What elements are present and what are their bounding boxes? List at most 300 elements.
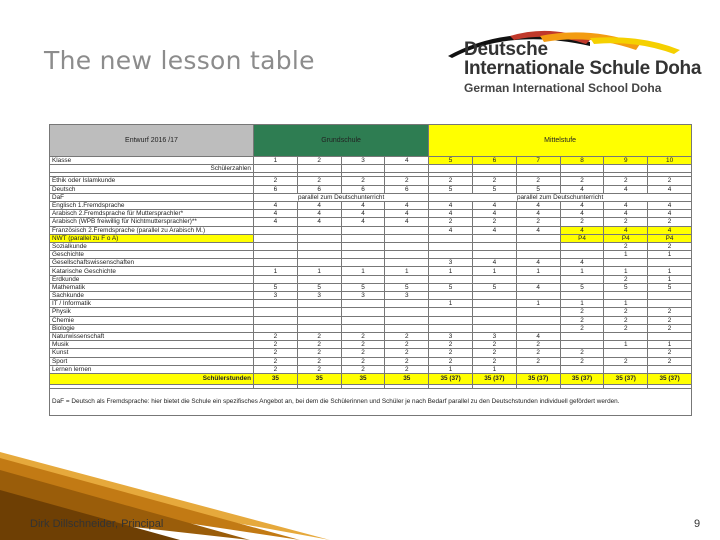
- hours-cell: [472, 234, 516, 242]
- hours-cell: [472, 300, 516, 308]
- grade-header: 4: [385, 157, 429, 165]
- total-cell: 35 (37): [472, 373, 516, 384]
- hours-cell: [385, 275, 429, 283]
- hours-cell: [648, 365, 692, 373]
- subject-name: Arabisch 2.Fremdsprache für Muttersprachler*: [50, 210, 254, 218]
- hours-cell: 4: [297, 201, 341, 209]
- hours-cell: [385, 259, 429, 267]
- hours-cell: 2: [560, 357, 604, 365]
- hours-cell: 4: [516, 201, 560, 209]
- hours-cell: 1: [472, 267, 516, 275]
- hours-cell: 4: [648, 226, 692, 234]
- total-cell: 35: [297, 373, 341, 384]
- hours-cell: [429, 242, 473, 250]
- hours-cell: 2: [429, 177, 473, 185]
- hours-cell: [472, 251, 516, 259]
- subject-row: [50, 341, 692, 349]
- hours-cell: 2: [341, 357, 385, 365]
- hours-cell: 2: [254, 365, 298, 373]
- hours-cell: [254, 316, 298, 324]
- hours-cell: 2: [560, 177, 604, 185]
- hours-cell: 2: [604, 308, 648, 316]
- presenter-footer: Dirk Dillschneider, Principal: [30, 518, 164, 530]
- hours-cell: [341, 226, 385, 234]
- subject-name: Sachkunde: [50, 292, 254, 300]
- hours-cell: 2: [385, 365, 429, 373]
- hours-cell: 1: [648, 267, 692, 275]
- hours-cell: 1: [604, 251, 648, 259]
- hours-cell: 3: [472, 332, 516, 340]
- subject-row: [50, 332, 692, 340]
- hours-cell: [604, 349, 648, 357]
- hours-cell: [341, 259, 385, 267]
- hours-cell: 2: [385, 332, 429, 340]
- hours-cell: 1: [429, 365, 473, 373]
- hours-cell: [516, 308, 560, 316]
- hours-cell: [648, 332, 692, 340]
- hours-cell: 1: [648, 341, 692, 349]
- hours-cell: 5: [604, 283, 648, 291]
- hours-cell: 2: [429, 341, 473, 349]
- hours-cell: 4: [341, 210, 385, 218]
- hours-cell: [472, 275, 516, 283]
- hours-cell: [516, 234, 560, 242]
- hours-cell: 4: [472, 201, 516, 209]
- hours-cell: 4: [254, 218, 298, 226]
- hours-cell: 2: [472, 218, 516, 226]
- subject-name: Katarische Geschichte: [50, 267, 254, 275]
- hours-cell: 2: [297, 349, 341, 357]
- hours-cell: 2: [560, 316, 604, 324]
- hours-cell: [472, 308, 516, 316]
- total-cell: 35 (37): [429, 373, 473, 384]
- subject-row: [50, 193, 692, 201]
- hours-cell: [560, 275, 604, 283]
- grade-header: 2: [297, 157, 341, 165]
- hours-cell: 5: [648, 283, 692, 291]
- subject-row: [50, 365, 692, 373]
- hours-cell: [560, 341, 604, 349]
- subject-row: [50, 267, 692, 275]
- subject-name: Lernen lernen: [50, 365, 254, 373]
- daf-mittelstufe-note: parallel zum Deutschunterricht: [429, 193, 692, 201]
- hours-cell: [341, 324, 385, 332]
- hours-cell: 4: [429, 210, 473, 218]
- hours-cell: 5: [429, 185, 473, 193]
- logo-line-1: Deutsche: [464, 39, 548, 60]
- hours-cell: 4: [516, 332, 560, 340]
- subject-name: Naturwissenschaft: [50, 332, 254, 340]
- hours-cell: 2: [472, 357, 516, 365]
- hours-cell: [297, 259, 341, 267]
- hours-cell: [341, 234, 385, 242]
- subject-row: [50, 349, 692, 357]
- hours-cell: 2: [560, 308, 604, 316]
- hours-cell: 4: [341, 218, 385, 226]
- hours-cell: 4: [254, 201, 298, 209]
- hours-cell: 4: [560, 201, 604, 209]
- subject-name: Mathematik: [50, 283, 254, 291]
- hours-cell: 2: [560, 324, 604, 332]
- subject-row: [50, 292, 692, 300]
- hours-cell: 1: [516, 267, 560, 275]
- hours-cell: [254, 308, 298, 316]
- logo-line-3: German International School Doha: [464, 81, 662, 95]
- hours-cell: 4: [560, 185, 604, 193]
- hours-cell: 2: [604, 218, 648, 226]
- hours-cell: [429, 234, 473, 242]
- hours-cell: 2: [254, 341, 298, 349]
- hours-cell: 4: [341, 201, 385, 209]
- hours-cell: 4: [604, 185, 648, 193]
- klasse-label: Klasse: [50, 157, 254, 165]
- hours-cell: [254, 251, 298, 259]
- daf-footnote: DaF = Deutsch als Fremdsprache: hier bietet die Schule ein spezifisches Angebot an, bei dem die Schülerinnen und Schüler je nach Bedarf parallel zu den Deutschstunden individuell gefördert werden.: [50, 388, 692, 415]
- hours-cell: [341, 275, 385, 283]
- hours-cell: 1: [254, 267, 298, 275]
- hours-cell: 2: [648, 242, 692, 250]
- slide-title: The new lesson table: [44, 46, 315, 75]
- hours-cell: 2: [429, 218, 473, 226]
- hours-cell: 1: [429, 300, 473, 308]
- hours-cell: 2: [254, 349, 298, 357]
- hours-cell: [254, 226, 298, 234]
- mittelstufe-header: Mittelstufe: [429, 125, 692, 157]
- hours-cell: 3: [297, 292, 341, 300]
- hours-cell: [516, 275, 560, 283]
- hours-cell: 2: [516, 177, 560, 185]
- total-cell: 35: [341, 373, 385, 384]
- hours-cell: [648, 259, 692, 267]
- hours-cell: 5: [385, 283, 429, 291]
- subject-name: Biologie: [50, 324, 254, 332]
- hours-cell: [297, 308, 341, 316]
- hours-cell: 2: [516, 357, 560, 365]
- hours-cell: [604, 259, 648, 267]
- subject-name: Chemie: [50, 316, 254, 324]
- hours-cell: [254, 324, 298, 332]
- hours-cell: 2: [297, 365, 341, 373]
- subject-row: [50, 300, 692, 308]
- subject-name: Arabisch (WPB freiwillig für Nichtmuttersprachler)**: [50, 218, 254, 226]
- hours-cell: 2: [648, 316, 692, 324]
- hours-cell: 2: [560, 349, 604, 357]
- hours-cell: [560, 292, 604, 300]
- subject-row: [50, 316, 692, 324]
- total-cell: 35 (37): [560, 373, 604, 384]
- hours-cell: 2: [604, 324, 648, 332]
- hours-cell: 2: [472, 177, 516, 185]
- subject-name: Sozialkunde: [50, 242, 254, 250]
- subject-row: [50, 226, 692, 234]
- totals-row: [50, 373, 692, 384]
- hours-cell: 2: [385, 177, 429, 185]
- hours-cell: 4: [297, 218, 341, 226]
- hours-cell: 1: [385, 267, 429, 275]
- hours-cell: 2: [297, 341, 341, 349]
- hours-cell: 2: [648, 349, 692, 357]
- grade-header: 5: [429, 157, 473, 165]
- hours-cell: [385, 308, 429, 316]
- logo-line-2: Internationale Schule Doha: [464, 58, 702, 79]
- subject-row: [50, 234, 692, 242]
- hours-cell: [516, 316, 560, 324]
- hours-cell: 4: [385, 218, 429, 226]
- hours-cell: 1: [648, 251, 692, 259]
- grade-header: 9: [604, 157, 648, 165]
- subject-name: Physik: [50, 308, 254, 316]
- hours-cell: 2: [516, 218, 560, 226]
- hours-cell: 2: [297, 332, 341, 340]
- total-cell: 35: [254, 373, 298, 384]
- hours-cell: 4: [516, 259, 560, 267]
- hours-cell: 1: [297, 267, 341, 275]
- hours-cell: [341, 251, 385, 259]
- hours-cell: 2: [385, 349, 429, 357]
- hours-cell: [429, 324, 473, 332]
- hours-cell: 2: [604, 316, 648, 324]
- hours-cell: P4: [648, 234, 692, 242]
- hours-cell: 3: [385, 292, 429, 300]
- total-cell: 35 (37): [648, 373, 692, 384]
- hours-cell: 4: [516, 226, 560, 234]
- hours-cell: [429, 292, 473, 300]
- hours-cell: [472, 242, 516, 250]
- hours-cell: 1: [516, 300, 560, 308]
- hours-cell: [429, 275, 473, 283]
- hours-cell: 2: [516, 341, 560, 349]
- hours-cell: 2: [648, 218, 692, 226]
- hours-cell: 2: [648, 324, 692, 332]
- hours-cell: 2: [341, 177, 385, 185]
- subject-name: Französisch 2.Fremdsprache (parallel zu Arabisch M.): [50, 226, 254, 234]
- hours-cell: 2: [604, 177, 648, 185]
- hours-cell: 4: [648, 201, 692, 209]
- hours-cell: [560, 242, 604, 250]
- hours-cell: 2: [341, 365, 385, 373]
- hours-cell: 2: [297, 177, 341, 185]
- subject-row: [50, 357, 692, 365]
- hours-cell: 4: [297, 210, 341, 218]
- hours-cell: [297, 251, 341, 259]
- hours-cell: 6: [254, 185, 298, 193]
- hours-cell: 2: [254, 332, 298, 340]
- hours-cell: [516, 251, 560, 259]
- hours-cell: 5: [429, 283, 473, 291]
- hours-cell: [604, 332, 648, 340]
- hours-cell: 4: [604, 201, 648, 209]
- hours-cell: 2: [604, 242, 648, 250]
- subject-name: Sport: [50, 357, 254, 365]
- hours-cell: [297, 226, 341, 234]
- grundschule-header: Grundschule: [254, 125, 429, 157]
- hours-cell: 4: [472, 226, 516, 234]
- hours-cell: [385, 316, 429, 324]
- subject-name: Gesellschaftswissenschaften: [50, 259, 254, 267]
- subject-name: IT / Informatik: [50, 300, 254, 308]
- subject-row: [50, 201, 692, 209]
- grade-header: 1: [254, 157, 298, 165]
- grade-header: 7: [516, 157, 560, 165]
- hours-cell: [254, 234, 298, 242]
- daf-grundschule-note: parallel zum Deutschunterricht: [254, 193, 429, 201]
- subject-name: Deutsch: [50, 185, 254, 193]
- subject-row: [50, 283, 692, 291]
- hours-cell: 5: [341, 283, 385, 291]
- hours-cell: 2: [254, 177, 298, 185]
- subject-name: Englisch 1.Fremdsprache: [50, 201, 254, 209]
- subject-name: Geschichte: [50, 251, 254, 259]
- hours-cell: [341, 242, 385, 250]
- hours-cell: [648, 292, 692, 300]
- footnote-row: [50, 388, 692, 415]
- subject-row: [50, 259, 692, 267]
- hours-cell: [341, 308, 385, 316]
- hours-cell: 1: [560, 300, 604, 308]
- hours-cell: 2: [429, 349, 473, 357]
- hours-cell: 5: [254, 283, 298, 291]
- hours-cell: [297, 300, 341, 308]
- hours-cell: [254, 300, 298, 308]
- hours-cell: 1: [429, 267, 473, 275]
- hours-cell: 4: [516, 210, 560, 218]
- hours-cell: 4: [604, 210, 648, 218]
- hours-cell: 4: [472, 259, 516, 267]
- hours-cell: [604, 365, 648, 373]
- subject-row: [50, 324, 692, 332]
- subject-name: Ethik oder Islamkunde: [50, 177, 254, 185]
- grade-header: 6: [472, 157, 516, 165]
- hours-cell: 4: [429, 201, 473, 209]
- hours-cell: [385, 226, 429, 234]
- grade-header: 3: [341, 157, 385, 165]
- grade-header: 8: [560, 157, 604, 165]
- subject-name: Musik: [50, 341, 254, 349]
- schuelerzahlen-label: Schülerzahlen: [50, 165, 254, 173]
- hours-cell: [385, 242, 429, 250]
- hours-cell: P4: [560, 234, 604, 242]
- hours-cell: 5: [516, 185, 560, 193]
- hours-cell: [254, 242, 298, 250]
- hours-cell: 3: [429, 259, 473, 267]
- hours-cell: 4: [648, 210, 692, 218]
- total-cell: 35: [385, 373, 429, 384]
- hours-cell: 1: [648, 275, 692, 283]
- subject-row: [50, 308, 692, 316]
- lesson-table: [49, 124, 692, 416]
- hours-cell: [297, 234, 341, 242]
- totals-label: Schülerstunden: [50, 373, 254, 384]
- total-cell: 35 (37): [604, 373, 648, 384]
- hours-cell: [604, 292, 648, 300]
- hours-cell: 4: [560, 226, 604, 234]
- draft-label: Entwurf 2016 /17: [50, 125, 254, 157]
- hours-cell: 2: [472, 349, 516, 357]
- hours-cell: 6: [297, 185, 341, 193]
- hours-cell: [297, 324, 341, 332]
- hours-cell: [297, 316, 341, 324]
- hours-cell: P4: [604, 234, 648, 242]
- hours-cell: [385, 300, 429, 308]
- hours-cell: 2: [472, 341, 516, 349]
- hours-cell: 1: [472, 365, 516, 373]
- hours-cell: 4: [604, 226, 648, 234]
- hours-cell: [429, 316, 473, 324]
- hours-cell: 4: [429, 226, 473, 234]
- hours-cell: [560, 332, 604, 340]
- hours-cell: [516, 324, 560, 332]
- hours-cell: [297, 242, 341, 250]
- subject-row: [50, 251, 692, 259]
- hours-cell: 2: [648, 357, 692, 365]
- hours-cell: [516, 242, 560, 250]
- hours-cell: 2: [648, 308, 692, 316]
- hours-cell: 2: [429, 357, 473, 365]
- hours-cell: [472, 292, 516, 300]
- hours-cell: 1: [604, 267, 648, 275]
- hours-cell: [516, 365, 560, 373]
- schuelerzahlen-row: [50, 165, 692, 173]
- hours-cell: 2: [560, 218, 604, 226]
- hours-cell: 1: [560, 267, 604, 275]
- hours-cell: 4: [254, 210, 298, 218]
- subject-row: [50, 218, 692, 226]
- hours-cell: [560, 251, 604, 259]
- hours-cell: [385, 324, 429, 332]
- hours-cell: 4: [385, 201, 429, 209]
- hours-cell: 4: [560, 259, 604, 267]
- subject-name: NWT (parallel zu F o A): [50, 234, 254, 242]
- subject-row: [50, 210, 692, 218]
- subject-name: DaF: [50, 193, 254, 201]
- hours-cell: [254, 275, 298, 283]
- hours-cell: 5: [560, 283, 604, 291]
- hours-cell: 1: [341, 267, 385, 275]
- hours-cell: 3: [254, 292, 298, 300]
- hours-cell: 2: [341, 341, 385, 349]
- hours-cell: 2: [385, 341, 429, 349]
- hours-cell: 6: [341, 185, 385, 193]
- hours-cell: 2: [341, 349, 385, 357]
- hours-cell: 2: [341, 332, 385, 340]
- klasse-row: [50, 157, 692, 165]
- hours-cell: 6: [385, 185, 429, 193]
- hours-cell: [385, 234, 429, 242]
- hours-cell: 3: [341, 292, 385, 300]
- subject-row: [50, 177, 692, 185]
- hours-cell: 4: [472, 210, 516, 218]
- hours-cell: 1: [604, 300, 648, 308]
- hours-cell: 4: [385, 210, 429, 218]
- hours-cell: 4: [560, 210, 604, 218]
- subject-name: Erdkunde: [50, 275, 254, 283]
- hours-cell: [429, 251, 473, 259]
- hours-cell: [648, 300, 692, 308]
- hours-cell: 5: [297, 283, 341, 291]
- hours-cell: 3: [429, 332, 473, 340]
- hours-cell: [297, 275, 341, 283]
- subject-row: [50, 185, 692, 193]
- hours-cell: 1: [604, 341, 648, 349]
- subject-row: [50, 275, 692, 283]
- subject-name: Kunst: [50, 349, 254, 357]
- hours-cell: 2: [604, 275, 648, 283]
- hours-cell: [254, 259, 298, 267]
- school-logo: [440, 28, 702, 98]
- total-cell: 35 (37): [516, 373, 560, 384]
- hours-cell: 2: [297, 357, 341, 365]
- hours-cell: 5: [472, 283, 516, 291]
